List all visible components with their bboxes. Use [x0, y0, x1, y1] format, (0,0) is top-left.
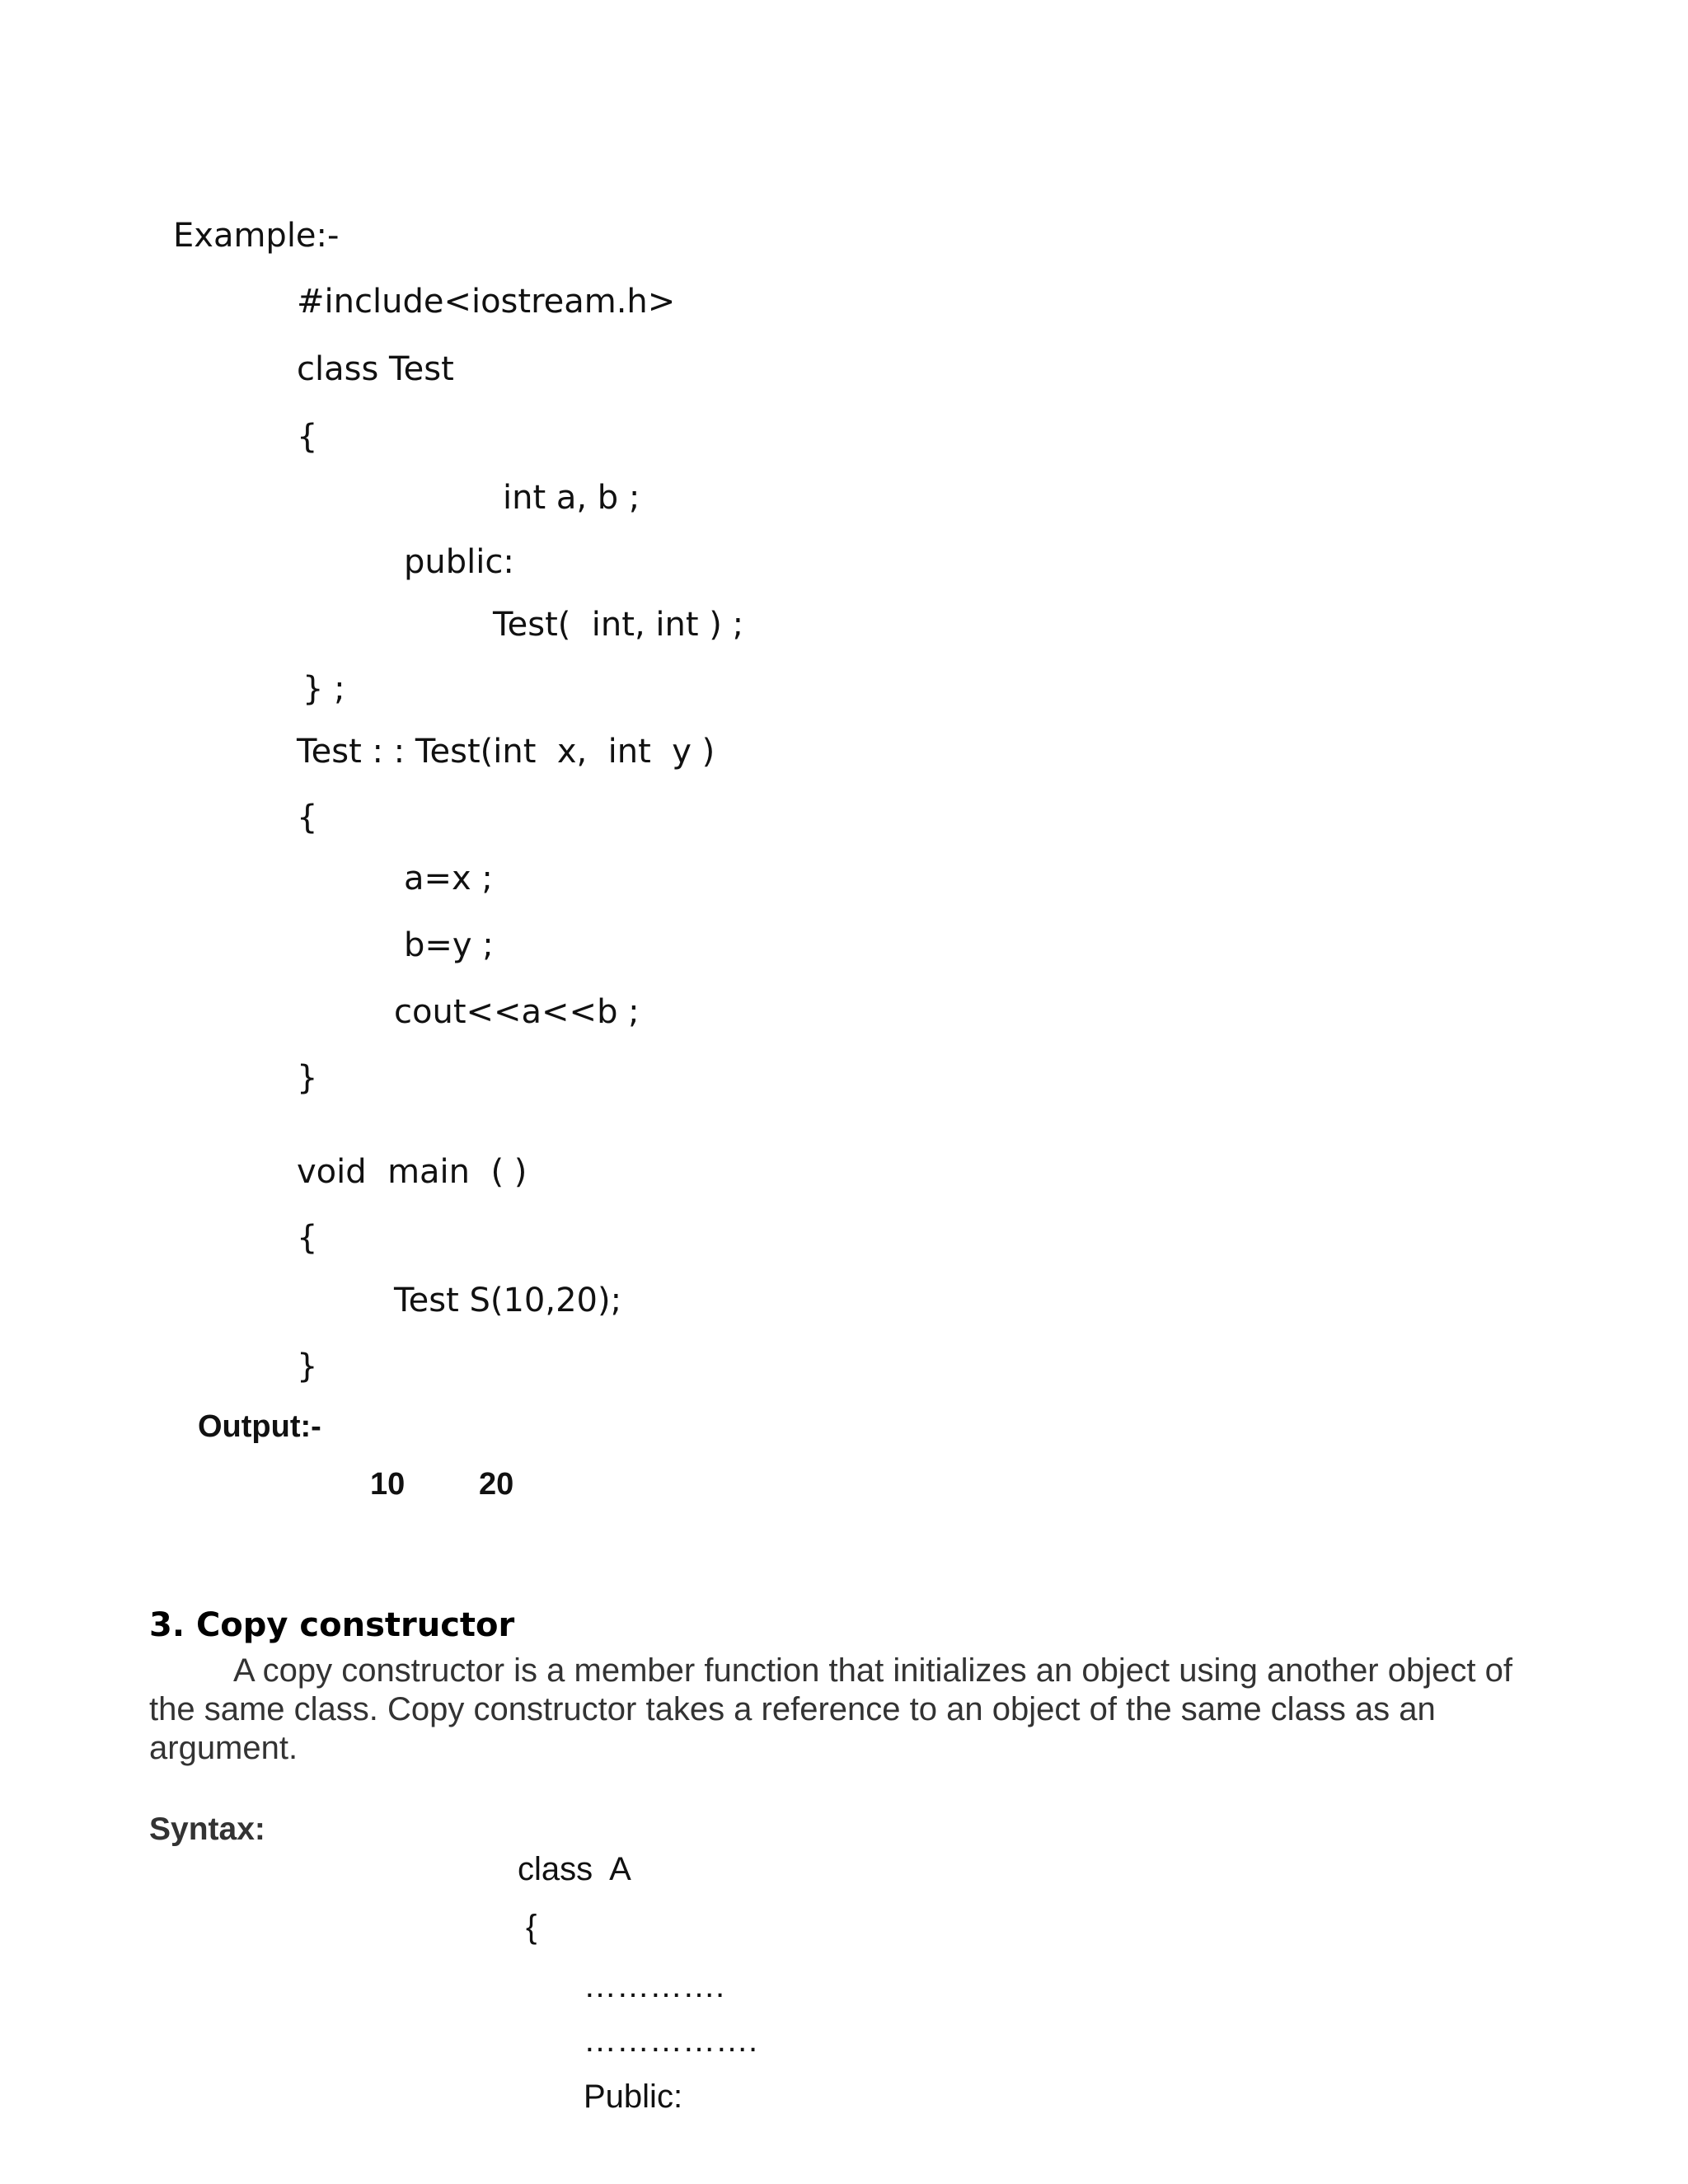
- code-line: a=x ;: [404, 860, 493, 898]
- syntax-line: …………….: [584, 2022, 758, 2059]
- code-line: Test : : Test(int x, int y ): [297, 733, 715, 771]
- syntax-line: class A: [518, 1851, 631, 1887]
- output-value: 10: [370, 1467, 406, 1502]
- code-line: {: [297, 1219, 318, 1257]
- code-line: cout<<a<<b ;: [394, 993, 640, 1031]
- code-line: class Test: [297, 350, 454, 388]
- code-line: #include<iostream.h>: [297, 283, 676, 321]
- code-line: }: [297, 1347, 318, 1385]
- code-line: } ;: [302, 670, 345, 708]
- syntax-line: Public:: [584, 2079, 683, 2115]
- output-value: 20: [479, 1467, 514, 1502]
- code-line: int a, b ;: [503, 479, 640, 517]
- code-line: void main ( ): [297, 1153, 528, 1191]
- code-line: {: [297, 799, 318, 837]
- syntax-label: Syntax:: [149, 1811, 265, 1847]
- code-line: {: [297, 418, 318, 456]
- code-line: b=y ;: [404, 926, 494, 964]
- section-paragraph: [149, 1652, 1550, 1768]
- syntax-line: ………….: [584, 1968, 725, 2004]
- section-heading: 3. Copy constructor: [149, 1606, 515, 1644]
- code-line: Test( int, int ) ;: [493, 606, 744, 644]
- syntax-line: {: [526, 1909, 537, 1945]
- example-label: Example:-: [173, 217, 340, 255]
- code-line: Test S(10,20);: [394, 1282, 622, 1319]
- output-label: Output:-: [198, 1409, 321, 1444]
- code-line: public:: [404, 543, 514, 581]
- code-line: }: [297, 1059, 318, 1097]
- paragraph-text: A copy constructor is a member function that initializes an object using another object of the same class. Copy constructor takes a reference to an object of the same class as an argument.: [149, 1652, 1512, 1766]
